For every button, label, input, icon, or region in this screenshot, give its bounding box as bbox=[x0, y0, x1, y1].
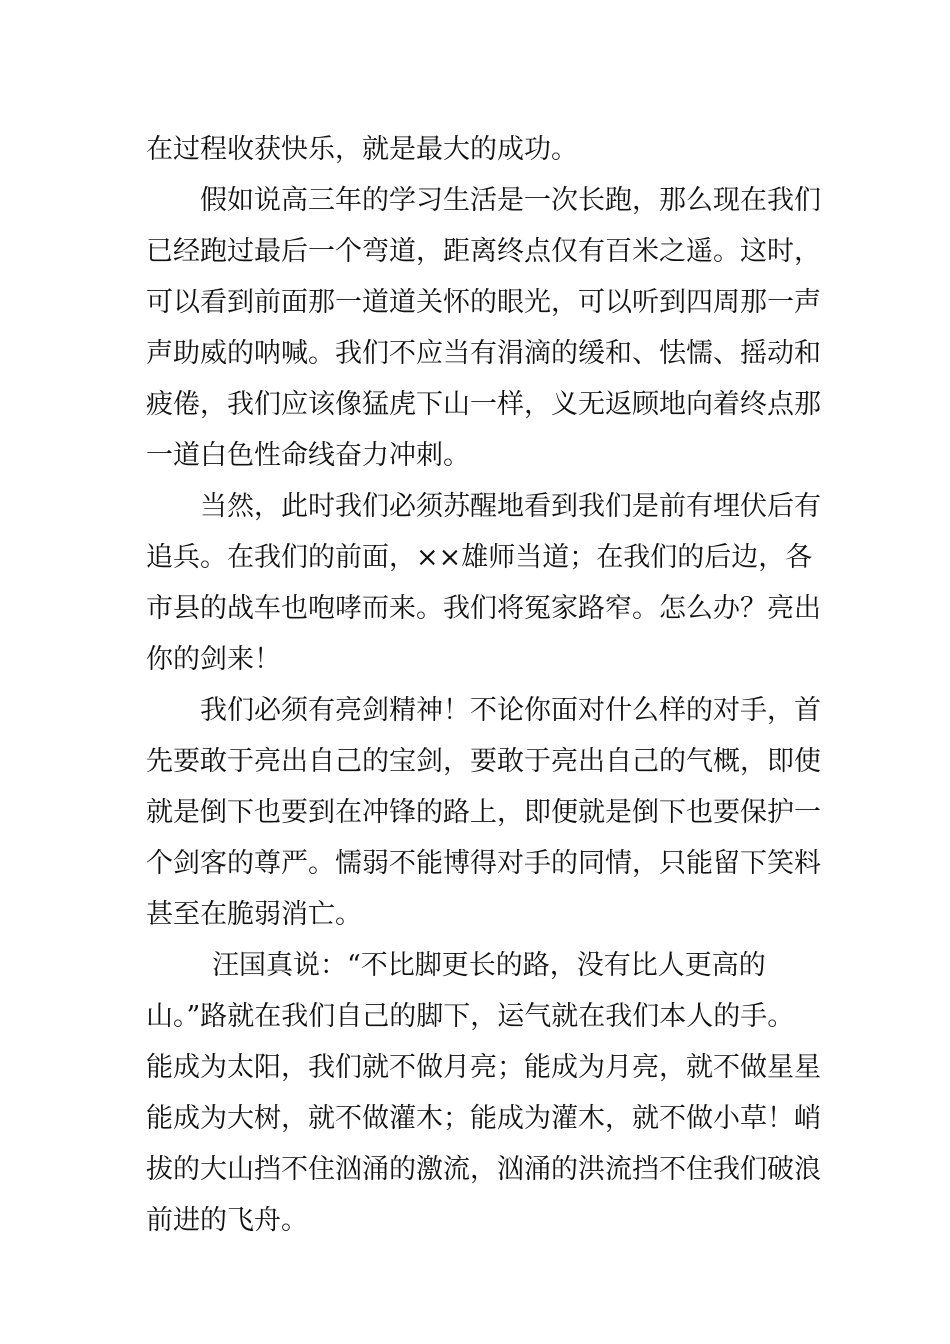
text-line: 汪国真说：“不比脚更长的路，没有比人更高的 bbox=[212, 950, 766, 981]
text-line: 我们必须有亮剑精神！不论你面对什么样的对手，首 bbox=[200, 695, 821, 726]
text-line: 个剑客的尊严。懦弱不能博得对手的同情，只能留下笑料 bbox=[146, 848, 821, 879]
text-line: 当然，此时我们必须苏醒地看到我们是前有埋伏后有 bbox=[200, 491, 821, 522]
text-line: 甚至在脆弱消亡。 bbox=[146, 899, 362, 930]
body-text bbox=[146, 124, 821, 1246]
text-line: 在过程收获快乐，就是最大的成功。 bbox=[146, 134, 578, 165]
text-line: 市县的战车也咆哮而来。我们将冤家路窄。怎么办？亮出 bbox=[146, 593, 821, 624]
text-line: 假如说高三年的学习生活是一次长跑，那么现在我们 bbox=[200, 185, 821, 216]
text-line: 可以看到前面那一道道关怀的眼光，可以听到四周那一声 bbox=[146, 287, 821, 318]
text-line: 能成为大树，就不做灌木；能成为灌木，就不做小草！峭 bbox=[146, 1103, 821, 1134]
text-line: 先要敢于亮出自己的宝剑，要敢于亮出自己的气概，即使 bbox=[146, 746, 821, 777]
text-line: 声助威的呐喊。我们不应当有涓滴的缓和、怯懦、摇动和 bbox=[146, 338, 821, 369]
text-line: 拔的大山挡不住汹涌的激流，汹涌的洪流挡不住我们破浪 bbox=[146, 1154, 821, 1185]
text-line: 就是倒下也要到在冲锋的路上，即便就是倒下也要保护一 bbox=[146, 797, 821, 828]
text-line: 你的剑来！ bbox=[146, 644, 281, 675]
text-line: 山。”路就在我们自己的脚下，运气就在我们本人的手。 bbox=[146, 1001, 795, 1032]
text-line: 能成为太阳，我们就不做月亮；能成为月亮，就不做星星 bbox=[146, 1052, 821, 1083]
text-line: 已经跑过最后一个弯道，距离终点仅有百米之遥。这时， bbox=[146, 236, 821, 267]
text-line: 一道白色性命线奋力冲刺。 bbox=[146, 440, 470, 471]
text-line: 疲倦，我们应该像猛虎下山一样，义无返顾地向着终点那 bbox=[146, 389, 821, 420]
text-line: 前进的飞舟。 bbox=[146, 1205, 308, 1236]
text-line: 追兵。在我们的前面，××雄师当道；在我们的后边，各 bbox=[146, 542, 813, 573]
